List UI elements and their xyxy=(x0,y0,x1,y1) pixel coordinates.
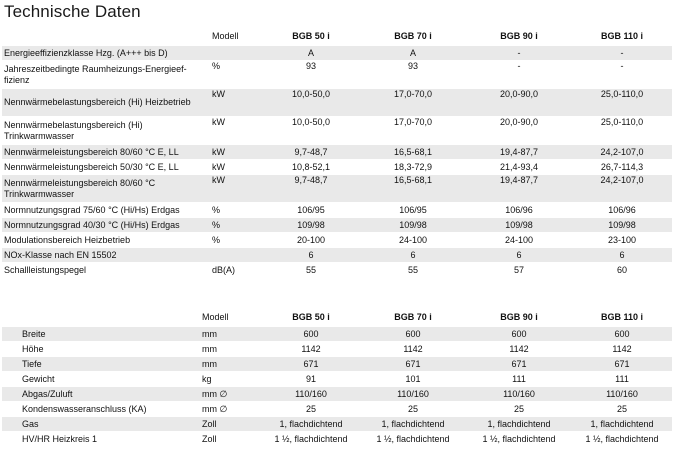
row-label: Jahreszeitbedingte Raumheizungs-Energieef-fizienz xyxy=(2,61,210,89)
table-row xyxy=(2,342,672,357)
row-unit: % xyxy=(210,203,262,218)
cell-value: 24,2-107,0 xyxy=(572,145,672,160)
row-unit: mm xyxy=(200,357,262,372)
cell-value: 17,0-70,0 xyxy=(360,117,466,145)
row-label: Nennwärmebelastungsbereich (Hi) Trinkwarmwasser xyxy=(2,117,210,145)
table-row xyxy=(2,432,672,447)
row-label: NOx-Klasse nach EN 15502 xyxy=(2,248,210,263)
row-label: Abgas/Zuluft xyxy=(20,387,200,402)
table-row xyxy=(2,327,672,342)
row-unit: kW xyxy=(210,89,262,117)
cell-value: 110/160 xyxy=(572,387,672,402)
table-row xyxy=(2,248,672,263)
cell-value: - xyxy=(572,61,672,89)
cell-value: 1 ½, flachdichtend xyxy=(360,432,466,447)
cell-value: 25 xyxy=(572,402,672,417)
cell-value: 1, flachdichtend xyxy=(262,417,360,432)
cell-value: 6 xyxy=(572,248,672,263)
cell-value: 1142 xyxy=(262,342,360,357)
model-column-header: BGB 50 i xyxy=(292,31,330,41)
row-unit: mm xyxy=(200,327,262,342)
row-label: Nennwärmebelastungsbereich (Hi) Heizbetrieb xyxy=(2,89,210,117)
cell-value: 24-100 xyxy=(360,233,466,248)
table-row xyxy=(2,46,672,61)
table-row xyxy=(2,203,672,218)
table-row xyxy=(2,263,672,278)
row-label: Modulationsbereich Heizbetrieb xyxy=(2,233,210,248)
row-label: HV/HR Heizkreis 1 xyxy=(20,432,200,447)
cell-value: 25 xyxy=(262,402,360,417)
row-unit: kW xyxy=(210,160,262,175)
row-label: Breite xyxy=(20,327,200,342)
row-unit xyxy=(210,46,262,61)
row-unit: % xyxy=(210,233,262,248)
cell-value: 20-100 xyxy=(262,233,360,248)
cell-value: 671 xyxy=(572,357,672,372)
table-row xyxy=(2,357,672,372)
cell-value: - xyxy=(466,46,572,61)
row-label: Schallleistungspegel xyxy=(2,263,210,278)
cell-value: 10,8-52,1 xyxy=(262,160,360,175)
cell-value: 111 xyxy=(466,372,572,387)
cell-value: 106/95 xyxy=(262,203,360,218)
cell-value: 25 xyxy=(466,402,572,417)
row-unit: Zoll xyxy=(200,417,262,432)
row-label: Tiefe xyxy=(20,357,200,372)
row-unit: mm ∅ xyxy=(200,387,262,402)
cell-value: 93 xyxy=(360,61,466,89)
cell-value: 671 xyxy=(360,357,466,372)
table-row xyxy=(2,160,672,175)
cell-value: 57 xyxy=(466,263,572,278)
cell-value: 20,0-90,0 xyxy=(466,117,572,145)
cell-value: 109/98 xyxy=(572,218,672,233)
cell-value: 55 xyxy=(262,263,360,278)
row-label: Nennwärmeleistungsbereich 80/60 °C Trinkwarmwasser xyxy=(2,175,210,203)
cell-value: 600 xyxy=(466,327,572,342)
performance-table xyxy=(2,27,672,277)
row-unit: kW xyxy=(210,175,262,203)
cell-value: 19,4-87,7 xyxy=(466,175,572,203)
cell-value: 110/160 xyxy=(262,387,360,402)
cell-value: 25,0-110,0 xyxy=(572,89,672,117)
cell-value: 1, flachdichtend xyxy=(360,417,466,432)
cell-value: 1 ½, flachdichtend xyxy=(572,432,672,447)
cell-value: 19,4-87,7 xyxy=(466,145,572,160)
cell-value: 16,5-68,1 xyxy=(360,175,466,203)
cell-value: 20,0-90,0 xyxy=(466,89,572,117)
table-row xyxy=(2,145,672,160)
cell-value: A xyxy=(360,46,466,61)
cell-value: 9,7-48,7 xyxy=(262,145,360,160)
row-label: Nennwärmeleistungsbereich 50/30 °C E, LL xyxy=(2,160,210,175)
cell-value: 18,3-72,9 xyxy=(360,160,466,175)
row-label: Kondenswasseranschluss (KA) xyxy=(20,402,200,417)
row-unit: dB(A) xyxy=(210,263,262,278)
cell-value: 6 xyxy=(466,248,572,263)
row-label: Höhe xyxy=(20,342,200,357)
table-row xyxy=(2,117,672,145)
cell-value: 93 xyxy=(262,61,360,89)
cell-value: 6 xyxy=(360,248,466,263)
row-unit: % xyxy=(210,218,262,233)
cell-value: 6 xyxy=(262,248,360,263)
model-column-header: BGB 110 i xyxy=(600,31,644,41)
cell-value: 24,2-107,0 xyxy=(572,175,672,203)
page-title: Technische Daten xyxy=(4,2,141,21)
row-unit: mm xyxy=(200,342,262,357)
cell-value: 600 xyxy=(262,327,360,342)
table-row xyxy=(2,61,672,89)
cell-value: 1, flachdichtend xyxy=(572,417,672,432)
cell-value: 25,0-110,0 xyxy=(572,117,672,145)
cell-value: 55 xyxy=(360,263,466,278)
model-column-header: BGB 110 i xyxy=(600,312,644,322)
row-unit: % xyxy=(210,61,262,89)
table-row xyxy=(2,175,672,203)
cell-value: 109/98 xyxy=(360,218,466,233)
cell-value: 25 xyxy=(360,402,466,417)
model-column-header: BGB 50 i xyxy=(292,312,330,322)
cell-value: 91 xyxy=(262,372,360,387)
cell-value: 1 ½, flachdichtend xyxy=(466,432,572,447)
cell-value: 600 xyxy=(360,327,466,342)
row-unit: kW xyxy=(210,117,262,145)
row-unit: Zoll xyxy=(200,432,262,447)
cell-value: 110/160 xyxy=(360,387,466,402)
cell-value: 9,7-48,7 xyxy=(262,175,360,203)
cell-value: 671 xyxy=(466,357,572,372)
row-label: Normnutzungsgrad 75/60 °C (Hi/Hs) Erdgas xyxy=(2,203,210,218)
cell-value: 26,7-114,3 xyxy=(572,160,672,175)
cell-value: 23-100 xyxy=(572,233,672,248)
cell-value: 101 xyxy=(360,372,466,387)
model-header-label: Modell xyxy=(202,312,229,322)
row-unit xyxy=(210,248,262,263)
cell-value: 110/160 xyxy=(466,387,572,402)
cell-value: 106/96 xyxy=(466,203,572,218)
table-row xyxy=(2,89,672,117)
row-label: Energieeffizienzklasse Hzg. (A+++ bis D) xyxy=(2,46,210,61)
cell-value: 10,0-50,0 xyxy=(262,117,360,145)
cell-value: - xyxy=(466,61,572,89)
cell-value: - xyxy=(572,46,672,61)
table-row xyxy=(2,218,672,233)
cell-value: 60 xyxy=(572,263,672,278)
cell-value: 16,5-68,1 xyxy=(360,145,466,160)
cell-value: 111 xyxy=(572,372,672,387)
row-unit: kg xyxy=(200,372,262,387)
cell-value: A xyxy=(262,46,360,61)
row-label: Nennwärmeleistungsbereich 80/60 °C E, LL xyxy=(2,145,210,160)
model-column-header: BGB 70 i xyxy=(394,312,432,322)
model-column-header: BGB 70 i xyxy=(394,31,432,41)
cell-value: 600 xyxy=(572,327,672,342)
cell-value: 24-100 xyxy=(466,233,572,248)
cell-value: 106/95 xyxy=(360,203,466,218)
row-unit: kW xyxy=(210,145,262,160)
cell-value: 106/96 xyxy=(572,203,672,218)
model-column-header: BGB 90 i xyxy=(500,31,538,41)
table-row xyxy=(2,387,672,402)
table-row xyxy=(2,233,672,248)
cell-value: 109/98 xyxy=(466,218,572,233)
dimensions-table xyxy=(2,308,672,446)
row-label: Gewicht xyxy=(20,372,200,387)
table-row xyxy=(2,417,672,432)
cell-value: 1142 xyxy=(360,342,466,357)
cell-value: 21,4-93,4 xyxy=(466,160,572,175)
row-label: Normnutzungsgrad 40/30 °C (Hi/Hs) Erdgas xyxy=(2,218,210,233)
cell-value: 1 ½, flachdichtend xyxy=(262,432,360,447)
cell-value: 1, flachdichtend xyxy=(466,417,572,432)
row-unit: mm ∅ xyxy=(200,402,262,417)
cell-value: 17,0-70,0 xyxy=(360,89,466,117)
table-row xyxy=(2,372,672,387)
cell-value: 109/98 xyxy=(262,218,360,233)
cell-value: 10,0-50,0 xyxy=(262,89,360,117)
model-header-label: Modell xyxy=(212,31,239,41)
cell-value: 1142 xyxy=(572,342,672,357)
cell-value: 1142 xyxy=(466,342,572,357)
row-label: Gas xyxy=(20,417,200,432)
cell-value: 671 xyxy=(262,357,360,372)
table-row xyxy=(2,402,672,417)
model-column-header: BGB 90 i xyxy=(500,312,538,322)
